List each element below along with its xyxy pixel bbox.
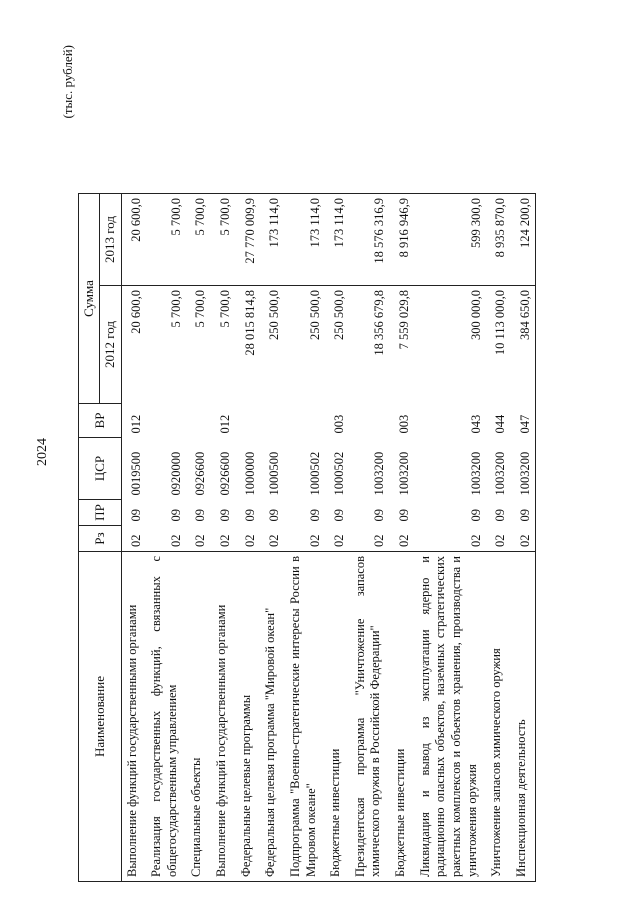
cell-name: Бюджетные инвестиции <box>325 552 350 882</box>
page-number: 2024 <box>35 438 50 466</box>
cell-y2013: 5 700,0 <box>146 194 186 286</box>
table-row <box>511 194 536 882</box>
cell-name: Уничтожение запасов химического оружия <box>486 552 511 882</box>
table-row <box>211 194 236 882</box>
cell-csr: 1000500 <box>267 451 282 496</box>
cell-y2012: 5 700,0 <box>193 290 208 328</box>
cell-csr: 1003200 <box>397 451 411 496</box>
cell-pr: 09 <box>511 500 536 526</box>
cell-rz: 02 <box>193 534 208 547</box>
cell-pr: 09 <box>307 509 322 522</box>
cell-csr: 0926600 <box>218 451 232 496</box>
table-row <box>186 194 211 882</box>
cell-csr: 1003200 <box>468 451 483 496</box>
cell-y2013: 173 114,0 <box>260 194 285 286</box>
cell-rz: 02 <box>267 534 282 547</box>
cell-y2012: 10 113 000,0 <box>493 290 508 356</box>
cell-rz: 02 <box>493 534 508 547</box>
cell-rz: 02 <box>332 534 347 547</box>
cell-y2012: 28 015 814,8 <box>242 290 257 356</box>
cell-pr: 09 <box>468 509 483 522</box>
cell-y2013: 173 114,0 <box>285 194 325 286</box>
units-label: (тыс. рублей) <box>60 45 75 119</box>
header-csr: ЦСР <box>79 438 122 500</box>
cell-name: Президентская программа "Уничтожение запасов химического оружия в Российской Федерации" <box>350 552 390 882</box>
cell-vr: 003 <box>332 414 347 434</box>
cell-csr: 1003200 <box>511 438 536 500</box>
cell-pr: 09 <box>218 509 232 522</box>
table-row <box>285 194 325 882</box>
cell-y2012: 300 000,0 <box>468 290 483 340</box>
cell-rz: 02 <box>168 534 183 547</box>
cell-y2013: 27 770 009,9 <box>236 194 261 286</box>
cell-csr: 1000000 <box>242 451 257 496</box>
cell-y2012: 250 500,0 <box>307 290 322 340</box>
rotated-table-page <box>60 27 580 882</box>
header-pr: ПР <box>79 500 122 526</box>
cell-rz: 02 <box>218 534 232 547</box>
header-rz: Рз <box>79 526 122 552</box>
table-row <box>236 194 261 882</box>
cell-vr: 043 <box>468 414 483 434</box>
cell-csr: 0920000 <box>168 451 183 496</box>
cell-vr: 003 <box>397 414 411 434</box>
cell-rz: 02 <box>128 534 143 547</box>
cell-pr: 09 <box>168 509 183 522</box>
cell-vr <box>236 404 261 438</box>
cell-csr: 0019500 <box>128 451 143 496</box>
cell-vr: 047 <box>511 404 536 438</box>
cell-rz: 02 <box>397 534 411 547</box>
table-row <box>350 194 390 882</box>
budget-table <box>78 193 536 882</box>
cell-rz: 02 <box>307 534 322 547</box>
cell-name: Специальные объекты <box>186 552 211 882</box>
cell-csr: 1000502 <box>332 451 347 496</box>
cell-name: Выполнение функций государственными органами <box>211 552 236 882</box>
cell-rz: 02 <box>372 534 387 547</box>
cell-vr <box>146 404 186 438</box>
cell-name: Выполнение функций государственными органами <box>121 552 146 882</box>
cell-vr: 012 <box>218 414 232 434</box>
cell-y2013: 5 700,0 <box>211 194 236 286</box>
table-row <box>121 194 146 882</box>
cell-name: Ликвидация и вывод из эксплуатации ядерно и радиационно опасных объектов, наземных стратегических ракетных комплексов и объектов хранения, производства и уничтожения оружия <box>415 552 487 882</box>
cell-vr <box>260 404 285 438</box>
cell-y2013: 8 935 870,0 <box>486 194 511 286</box>
cell-y2012: 384 650,0 <box>511 286 536 404</box>
table-row <box>415 194 487 882</box>
cell-name: Инспекционная деятельность <box>511 552 536 882</box>
table-row <box>260 194 285 882</box>
cell-pr: 09 <box>193 509 208 522</box>
cell-rz: 02 <box>242 534 257 547</box>
table-row <box>390 194 415 882</box>
cell-vr <box>285 404 325 438</box>
cell-y2012: 18 356 679,8 <box>372 290 387 356</box>
cell-y2013: 599 300,0 <box>415 194 487 286</box>
cell-name: Подпрограмма "Военно-стратегические интересы России в Мировом океане" <box>285 552 325 882</box>
cell-vr: 044 <box>493 414 508 434</box>
header-name: Наименование <box>79 552 122 882</box>
cell-y2012: 5 700,0 <box>218 290 232 328</box>
header-sum: Сумма <box>79 194 100 404</box>
cell-vr <box>186 404 211 438</box>
cell-y2012: 7 559 029,8 <box>397 290 411 350</box>
cell-y2013: 20 600,0 <box>121 194 146 286</box>
cell-pr: 09 <box>397 509 411 522</box>
cell-csr: 1003200 <box>372 451 387 496</box>
cell-rz: 02 <box>511 526 536 552</box>
cell-pr: 09 <box>493 509 508 522</box>
cell-pr: 09 <box>267 509 282 522</box>
cell-pr: 09 <box>242 509 257 522</box>
cell-y2013: 173 114,0 <box>325 194 350 286</box>
table-body <box>121 194 536 882</box>
header-2012: 2012 год <box>100 286 121 404</box>
header-vr: ВР <box>79 404 122 438</box>
cell-csr: 0926600 <box>193 451 208 496</box>
cell-y2013: 124 200,0 <box>511 194 536 286</box>
cell-pr: 09 <box>372 509 387 522</box>
cell-pr: 09 <box>332 509 347 522</box>
cell-vr <box>350 404 390 438</box>
table-row <box>486 194 511 882</box>
cell-y2013: 5 700,0 <box>186 194 211 286</box>
cell-y2013: 8 916 946,9 <box>390 194 415 286</box>
cell-csr: 1000502 <box>307 451 322 496</box>
cell-pr: 09 <box>128 509 143 522</box>
cell-name: Федеральная целевая программа "Мировой океан" <box>260 552 285 882</box>
cell-y2012: 5 700,0 <box>168 290 183 328</box>
cell-name: Федеральные целевые программы <box>236 552 261 882</box>
cell-y2013: 18 576 316,9 <box>350 194 390 286</box>
cell-rz: 02 <box>468 534 483 547</box>
cell-y2012: 20 600,0 <box>128 290 143 334</box>
cell-y2012: 250 500,0 <box>332 290 347 340</box>
table-row <box>325 194 350 882</box>
cell-y2012: 250 500,0 <box>267 290 282 340</box>
cell-vr: 012 <box>128 414 143 434</box>
table-row <box>146 194 186 882</box>
cell-name: Бюджетные инвестиции <box>390 552 415 882</box>
cell-csr: 1003200 <box>493 451 508 496</box>
cell-name: Реализация государственных функций, связанных с общегосударственным управлением <box>146 552 186 882</box>
header-2013: 2013 год <box>100 194 121 286</box>
